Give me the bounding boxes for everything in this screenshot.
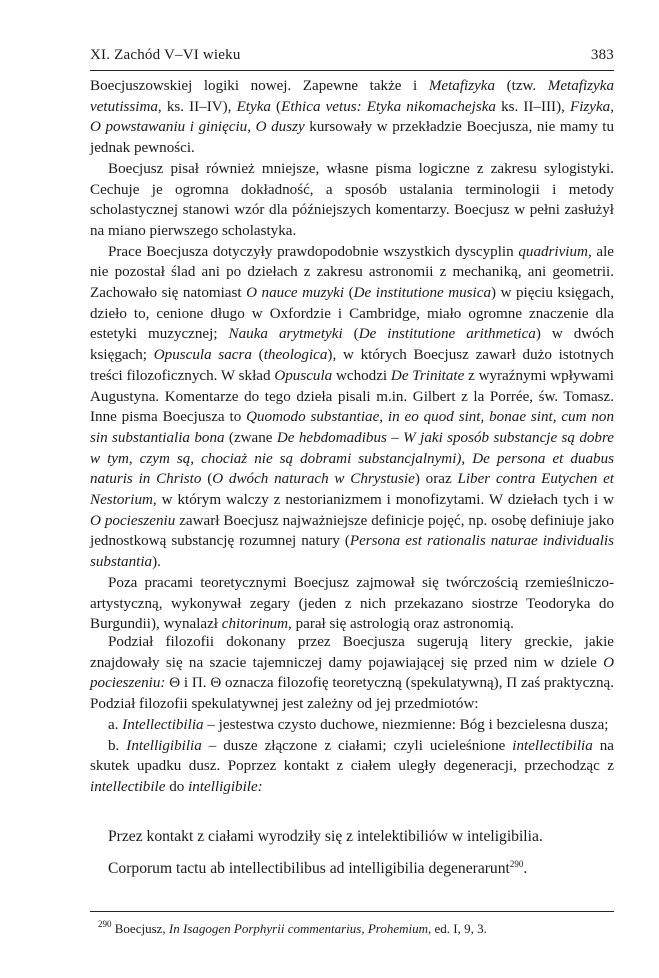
list-item-b: b. Intelligibilia – dusze złączone z ciałami; czyli ucieleśnione intellectibilia na skutek upadku dusz. Poprzez kontakt z ciałem uległy degeneracji, przechodząc z intellectibile do intelligibile:	[90, 737, 614, 795]
chapter-title: XI. Zachód V–VI wieku	[90, 47, 241, 63]
footnote: $^{290}$ Boecjusz, In Isagogen Porphyrii commentarius, Prohemium, ed. I, 9, 3.	[98, 919, 487, 936]
header-rule	[90, 70, 614, 71]
quote-latin: Corporum tactu ab intellectibilibus ad intelligibilia degenerarunt$^{290}$.	[108, 859, 528, 877]
footnote-rule	[90, 911, 614, 912]
footnote-number: 290	[98, 919, 112, 929]
main-text	[90, 76, 614, 635]
footnote-reference[interactable]: 290	[509, 859, 524, 869]
paragraph-5: Podział filozofii dokonany przez Boecjusza sugerują litery greckie, jakie znajdowały się na szacie tajemniczej damy pojawiającej się przed nim w dziele O pocieszeniu: Θ i Π. Θ oznacza filozofię teoretyczną (spekulatywną), Π zaś praktyczną. Podział filozofii spekulatywnej jest zależny od jej przedmiotów:	[90, 634, 614, 713]
quote-polish: Przez kontakt z ciałami wyrodziły się z intelektibiliów w inteligibilia.	[108, 828, 543, 845]
paragraph-3: Prace Boecjusza dotyczyły prawdopodobnie wszystkich dyscyplin quadrivium, ale nie pozostał ślad ani po dziełach z zakresu astronomii z mechaniką, ani geometrii. Zachowało się natomiast O nauce muzyki (De institutione musica) w pięciu księgach, dzieło to, cenione długo w Oxfordzie i Cambridge, miało ogromne znaczenie dla estetyki muzycznej; Nauka arytmetyki (De institutione arithmetica) w dwóch księgach; Opuscula sacra (theologica), w których Boecjusz zawarł dużo istotnych treści filozoficznych. W skład Opuscula wchodzi De Trinitate z wyraźnymi wpływami Augustyna. Komentarze do tego dzieła pisali m.in. Gilbert z la Porrée, św. Tomasz. Inne pisma Boecjusza to Quomodo substantiae, in eo quod sint, bonae sint, cum non sin substantialia bona (zwane De hebdomadibus – W jaki sposób substancje są dobre w tym, czym są, chociaż nie są dobrami substancjalnymi), De persona et duabus naturis in Christo (O dwóch naturach w Chrystusie) oraz Liber contra Eutychen et Nestorium, w którym walczy z nestorianizmem i monofizytami. W dziełach tych i w O pocieszeniu zawarł Boecjusz najważniejsze definicje pojęć, np. osobę definiuje jako jednostkową substancję rozumnej natury (Persona est rationalis naturae individualis substantia).	[90, 243, 615, 571]
list-item-a: a. Intellectibilia – jestestwa czysto duchowe, niezmienne: Bóg i bezcielesna dusza;	[108, 716, 609, 733]
paragraph-4: Poza pracami teoretycznymi Boecjusz zajmował się twórczością rzemieślniczo-artystyczną, wykonywał zegary (jeden z nich przekazano siostrze Teodoryka do Burgundii), wynalazł chitorinum, parał się astrologią oraz astronomią.	[90, 574, 614, 633]
philosophy-division-section	[90, 632, 614, 798]
paragraph-1: Boecjuszowskiej logiki nowej. Zapewne także i Metafizyka (tzw. Metafizyka vetutissima, ks. II–IV), Etyka (Ethica vetus: Etyka nikomachejska ks. II–III), Fizyka, O powstawaniu i ginięciu, O duszy kursowały w przekładzie Boecjusza, nie mamy tu jednak pewności.	[90, 78, 615, 157]
paragraph-2: Boecjusz pisał również mniejsze, własne pisma logiczne z zakresu sylogistyki. Cechuje je ogromna dokładność, a sposób ustalania terminologii i metody scholastycznej stanowi wzór dla późniejszych komentarzy. Boecjusz w pełni zasłużył na miano pierwszego scholastyka.	[90, 160, 614, 239]
page-number: 383	[590, 47, 614, 63]
running-header	[90, 47, 614, 69]
